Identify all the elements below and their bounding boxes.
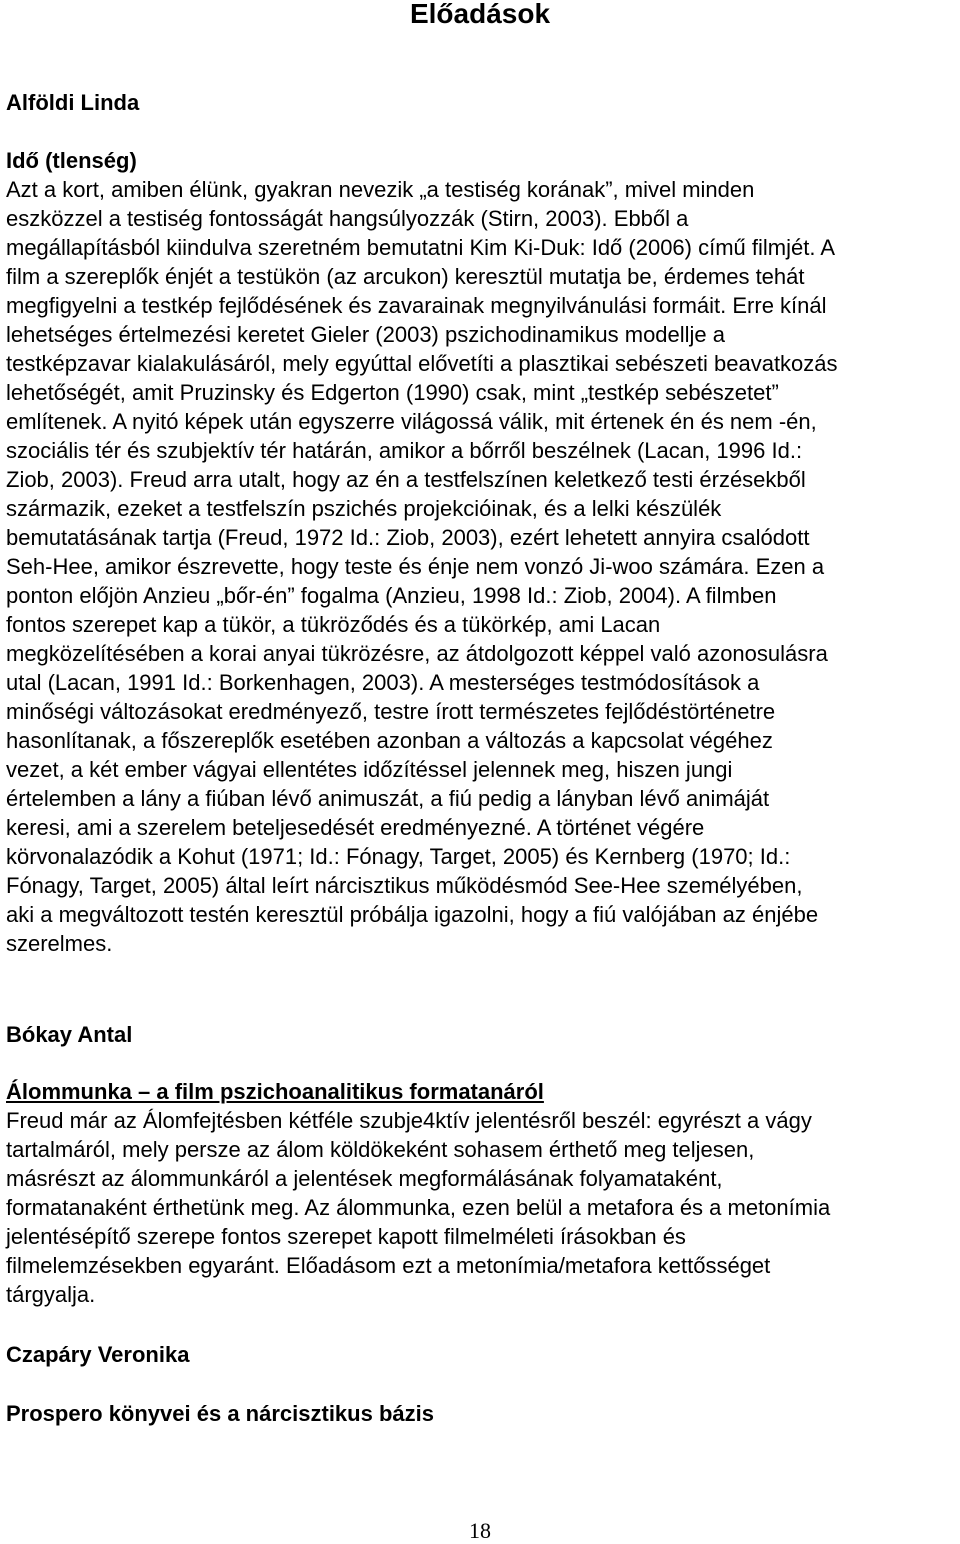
text-line: szerelmes. xyxy=(6,931,113,956)
text-line: filmelemzésekben egyaránt. Előadásom ezt a metonímia/metafora kettősséget xyxy=(6,1253,771,1278)
text-line: lehetséges értelmezési keretet Gieler (2003) pszichodinamikus modellje a xyxy=(6,322,726,347)
talk-title: Prospero könyvei és a nárcisztikus bázis xyxy=(6,1401,434,1426)
author-name: Czapáry Veronika xyxy=(6,1342,190,1367)
text-line: jelentésépítő szerepe fontos szerepet kapott filmelméleti írásokban és xyxy=(6,1224,686,1249)
text-line: hasonlítanak, a főszereplők esetében azonban a változás a kapcsolat végéhez xyxy=(6,728,773,753)
text-line: szociális tér és szubjektív tér határán, amikor a bőrről beszélnek (Lacan, 1996 Id.: xyxy=(6,438,803,463)
text-line: említenek. A nyitó képek után egyszerre világossá válik, mit értenek én és nem -én, xyxy=(6,409,817,434)
text-line: Fónagy, Target, 2005) által leírt nárcisztikus működésmód See-Hee személyében, xyxy=(6,873,803,898)
text-line: bemutatásának tartja (Freud, 1972 Id.: Ziob, 2003), ezért lehetett annyira csalódott xyxy=(6,525,810,550)
abstract-paragraph xyxy=(6,1106,958,1309)
text-line: megközelítésében a korai anyai tükrözésre, az átdolgozott képpel való azonosulásra xyxy=(6,641,828,666)
text-line: keresi, ami a szerelem beteljesedését eredményezné. A történet végére xyxy=(6,815,705,840)
talk-title: Idő (tlenség) xyxy=(6,148,137,173)
text-line: körvonalazódik a Kohut (1971; Id.: Fónagy, Target, 2005) és Kernberg (1970; Id.: xyxy=(6,844,791,869)
author-name: Bókay Antal xyxy=(6,1022,133,1047)
text-line: származik, ezeket a testfelszín pszichés projekcióinak, és a lelki készülék xyxy=(6,496,722,521)
text-line: testképzavar kialakulásáról, mely egyúttal elővetíti a plasztikai sebészeti beavatkozás xyxy=(6,351,838,376)
text-line: megállapításból kiindulva szeretném bemutatni Kim Ki-Duk: Idő (2006) című filmjét. A xyxy=(6,235,836,260)
text-line: Seh-Hee, amikor észrevette, hogy teste és énje nem vonzó Ji-woo számára. Ezen a xyxy=(6,554,825,579)
text-line: Ziob, 2003). Freud arra utalt, hogy az én a testfelszínen keletkező testi érzésekből xyxy=(6,467,806,492)
talk-title: Álommunka – a film pszichoanalitikus formatanáról xyxy=(6,1079,544,1104)
text-line: minőségi változásokat eredményező, testre írott természetes fejlődéstörténetre xyxy=(6,699,776,724)
text-line: Freud már az Álomfejtésben kétféle szubje4ktív jelentésről beszél: egyrészt a vágy xyxy=(6,1108,812,1133)
abstract-paragraph xyxy=(6,175,958,958)
text-line: ponton előjön Anzieu „bőr-én” fogalma (Anzieu, 1998 Id.: Ziob, 2004). A filmben xyxy=(6,583,777,608)
author-name: Alföldi Linda xyxy=(6,90,140,115)
text-line: eszközzel a testiség fontosságát hangsúlyozzák (Stirn, 2003). Ebből a xyxy=(6,206,689,231)
text-line: formatanaként érthetünk meg. Az álommunka, ezen belül a metafora és a metonímia xyxy=(6,1195,831,1220)
text-line: aki a megváltozott testén keresztül próbálja igazolni, hogy a fiú valójában az énjébe xyxy=(6,902,819,927)
text-line: tartalmáról, mely persze az álom köldökeként sohasem érthető meg teljesen, xyxy=(6,1137,755,1162)
text-line: megfigyelni a testkép fejlődésének és zavarainak megnyilvánulási formáit. Erre kínál xyxy=(6,293,827,318)
text-line: fontos szerepet kap a tükör, a tükröződés és a tükörkép, ami Lacan xyxy=(6,612,661,637)
text-line: Azt a kort, amiben élünk, gyakran nevezik „a testiség korának”, mivel minden xyxy=(6,177,755,202)
page-number: 18 xyxy=(469,1518,491,1543)
text-line: tárgyalja. xyxy=(6,1282,96,1307)
text-line: vezet, a két ember vágyai ellentétes időzítéssel jelennek meg, hiszen jungi xyxy=(6,757,733,782)
text-line: film a szereplők énjét a testükön (az arcukon) keresztül mutatja be, érdemes tehát xyxy=(6,264,805,289)
text-line: utal (Lacan, 1991 Id.: Borkenhagen, 2003). A mesterséges testmódosítások a xyxy=(6,670,760,695)
page-title: Előadások xyxy=(409,0,551,29)
text-line: másrészt az álommunkáról a jelentések megformálásának folyamataként, xyxy=(6,1166,723,1191)
text-line: lehetőségét, amit Pruzinsky és Edgerton (1990) csak, mint „testkép sebészetet” xyxy=(6,380,779,405)
text-line: értelemben a lány a fiúban lévő animuszát, a fiú pedig a lányban lévő animáját xyxy=(6,786,770,811)
